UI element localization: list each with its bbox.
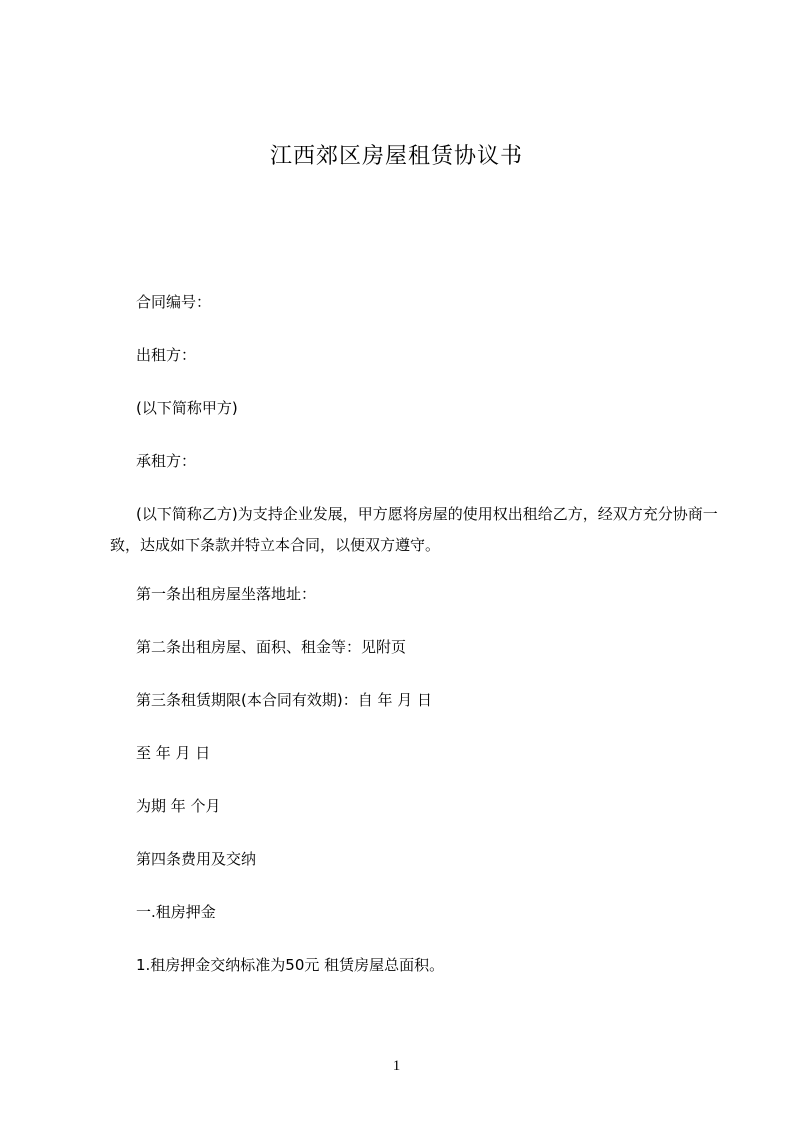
deposit-heading: 一.租房押金	[136, 903, 216, 921]
deposit-item-1: 1.租房押金交纳标准为50元 租赁房屋总面积。	[136, 956, 445, 974]
document-title: 江西郊区房屋租赁协议书	[269, 144, 523, 169]
article-1-line: 第一条出租房屋坐落地址：	[136, 585, 317, 603]
page-number: 1	[392, 1058, 401, 1074]
lessor-alias-line: (以下简称甲方)	[136, 399, 238, 417]
contract-number-line: 合同编号：	[136, 293, 212, 311]
lessor-line: 出租方：	[136, 346, 197, 364]
article-4-line: 第四条费用及交纳	[136, 850, 257, 868]
preamble-paragraph: (以下简称乙方)为支持企业发展，甲方愿将房屋的使用权出租给乙方，经双方充分协商一致，达成如下条款并特立本合同，以便双方遵守。	[110, 505, 718, 554]
article-2-line: 第二条出租房屋、面积、租金等：见附页	[136, 638, 407, 656]
article-3-line: 第三条租赁期限(本合同有效期)：自 年 月 日	[136, 691, 433, 709]
term-end-line: 至 年 月 日	[136, 744, 211, 762]
term-duration-line: 为期 年 个月	[136, 797, 221, 815]
lessee-line: 承租方：	[136, 452, 197, 470]
